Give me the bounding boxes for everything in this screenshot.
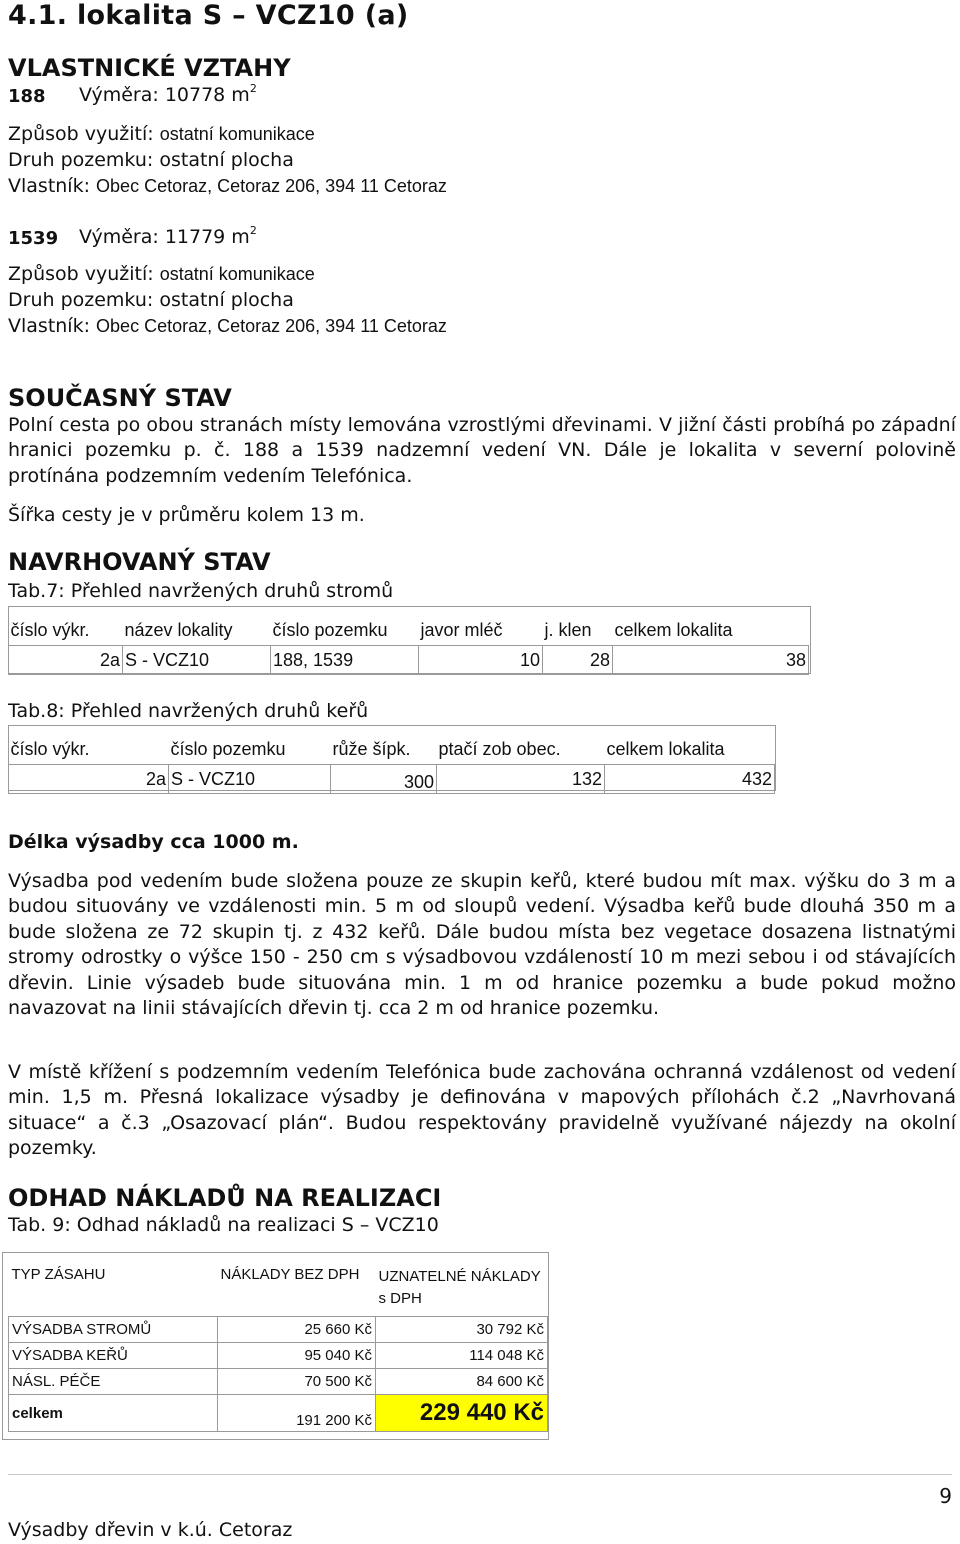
table-cell: 10 bbox=[419, 646, 543, 675]
shrubs-table-frame bbox=[8, 725, 776, 791]
crossing-description: V místě křížení s podzemním vedením Telefónica bude zachována ochranná vzdálenost od vedení min. 1,5 m. Přesná lokalizace výsadby je definována v mapových přílohách č.2 „Navrhovaná situace“ a č.3 „Osazovací plán“. Budou respektovány pravidelně využívané nájezdy na okolní pozemky. bbox=[8, 1061, 956, 1160]
table-cell: NÁSL. PÉČE bbox=[9, 1369, 218, 1395]
table-cell: S - VCZ10 bbox=[123, 646, 271, 675]
table-cell: 132 bbox=[437, 765, 605, 794]
table-cell: VÝSADBA KEŘŮ bbox=[9, 1343, 218, 1369]
parcel-type: Druh pozemku: ostatní plocha bbox=[8, 149, 294, 171]
planting-description: Výsadba pod vedením bude složena pouze ze skupin keřů, které budou mít max. výšku do 3 m a budou situovány ve vzdálenosti min. 5 m od sloupů vedení. Výsadba keřů bude dlouhá 350 m a bude složena ze 72 skupin tj. z 432 keřů. Dále budou místa bez vegetace dosazena listnatými stromy odrostky o výšce 150 - 250 cm s výsadbovou vzdáleností 10 m mezi sebou i od stávajících dřevin. Linie výsadeb bude situována min. 1 m od hranice pozemku a bude pokud možno navazovat na linii stávajících dřevin tj. cca 2 m od hranice pozemku. bbox=[8, 870, 956, 1020]
table-header-cell: číslo výkr. bbox=[10, 739, 90, 759]
table-total-row bbox=[9, 1395, 548, 1432]
total-cost-highlight: 229 440 Kč bbox=[376, 1395, 548, 1432]
table-cell: 2a bbox=[9, 646, 123, 675]
current-state-title: SOUČASNÝ STAV bbox=[8, 384, 232, 412]
parcel-number: 188 bbox=[8, 86, 46, 107]
table8-caption: Tab.8: Přehled navržených druhů keřů bbox=[8, 700, 369, 722]
current-state-text: Polní cesta po obou stranách místy lemována vzrostlými dřevinami. V jižní části probíhá po západní hranici pozemku p. č. 188 a 1539 nadzemní vedení VN. Dále je lokalita v severní polovině protínána podzemním vedením Telefónica. bbox=[8, 414, 956, 487]
table-cell: 28 bbox=[543, 646, 613, 675]
table-cell: 95 040 Kč bbox=[218, 1343, 376, 1369]
table-header-cell: UZNATELNÉ NÁKLADY s DPH bbox=[378, 1268, 541, 1307]
document-heading: 4.1. lokalita S – VCZ10 (a) bbox=[8, 0, 409, 31]
table-row bbox=[9, 1343, 548, 1369]
costs-table bbox=[8, 1266, 548, 1432]
table-cell: 25 660 Kč bbox=[218, 1317, 376, 1343]
table-row bbox=[9, 1317, 548, 1343]
costs-section-title: ODHAD NÁKLADŮ NA REALIZACI bbox=[8, 1184, 442, 1212]
table-cell: 191 200 Kč bbox=[218, 1395, 376, 1432]
table7-caption: Tab.7: Přehled navržených druhů stromů bbox=[8, 580, 394, 602]
parcel-type: Druh pozemku: ostatní plocha bbox=[8, 289, 294, 311]
page-number: 9 bbox=[939, 1484, 952, 1508]
table-header-row bbox=[9, 1266, 548, 1317]
table-cell: celkem bbox=[9, 1395, 218, 1432]
table-header-cell: číslo výkr. bbox=[10, 620, 90, 640]
trees-table-frame bbox=[8, 606, 811, 674]
table-cell: 114 048 Kč bbox=[376, 1343, 548, 1369]
parcel-owner: Vlastník: Obec Cetoraz, Cetoraz 206, 394 11 Cetoraz bbox=[8, 315, 447, 337]
table-cell: 70 500 Kč bbox=[218, 1369, 376, 1395]
table-header-cell: název lokality bbox=[124, 620, 233, 640]
parcel-use: Způsob využití: ostatní komunikace bbox=[8, 263, 315, 285]
proposed-state-title: NAVRHOVANÝ STAV bbox=[8, 548, 271, 576]
table-cell: 30 792 Kč bbox=[376, 1317, 548, 1343]
table-header-cell: růže šípk. bbox=[332, 739, 411, 759]
table-cell: 38 bbox=[613, 646, 809, 675]
table-cell: 84 600 Kč bbox=[376, 1369, 548, 1395]
parcel-use: Způsob využití: ostatní komunikace bbox=[8, 123, 315, 145]
table-cell: VÝSADBA STROMŮ bbox=[9, 1317, 218, 1343]
parcel-area: Výměra: 10778 $m^2$ bbox=[79, 82, 257, 106]
table-cell: S - VCZ10 bbox=[169, 765, 331, 794]
parcel-area: Výměra: 11779 $m^2$ bbox=[79, 224, 257, 248]
table-cell: 300 bbox=[331, 765, 437, 794]
table-header-cell: ptačí zob obec. bbox=[438, 739, 561, 759]
parcel-owner: Vlastník: Obec Cetoraz, Cetoraz 206, 394 11 Cetoraz bbox=[8, 175, 447, 197]
road-width-note: Šířka cesty je v průměru kolem 13 m. bbox=[8, 504, 365, 526]
table-header-cell: číslo pozemku bbox=[170, 739, 286, 759]
parcel-number: 1539 bbox=[8, 228, 59, 249]
table-header-cell: j. klen bbox=[544, 620, 592, 640]
footer-divider bbox=[8, 1474, 952, 1475]
table-header-cell: TYP ZÁSAHU bbox=[11, 1266, 106, 1283]
table-header-cell: celkem lokalita bbox=[606, 739, 725, 759]
table-cell: 188, 1539 bbox=[271, 646, 419, 675]
ownership-section-title: VLASTNICKÉ VZTAHY bbox=[8, 54, 291, 82]
planting-length: Délka výsadby cca 1000 m. bbox=[8, 831, 299, 853]
table-header-cell: číslo pozemku bbox=[272, 620, 388, 640]
table-cell: 2a bbox=[9, 765, 169, 794]
footer-title: Výsadby dřevin v k.ú. Cetoraz bbox=[8, 1519, 293, 1541]
table-header-cell: javor mléč bbox=[420, 620, 503, 640]
table-cell: 432 bbox=[605, 765, 775, 794]
table-row bbox=[9, 1369, 548, 1395]
table-header-cell: celkem lokalita bbox=[614, 620, 733, 640]
table9-caption: Tab. 9: Odhad nákladů na realizaci S – VCZ10 bbox=[8, 1214, 439, 1236]
table-header-cell: NÁKLADY BEZ DPH bbox=[220, 1266, 360, 1283]
